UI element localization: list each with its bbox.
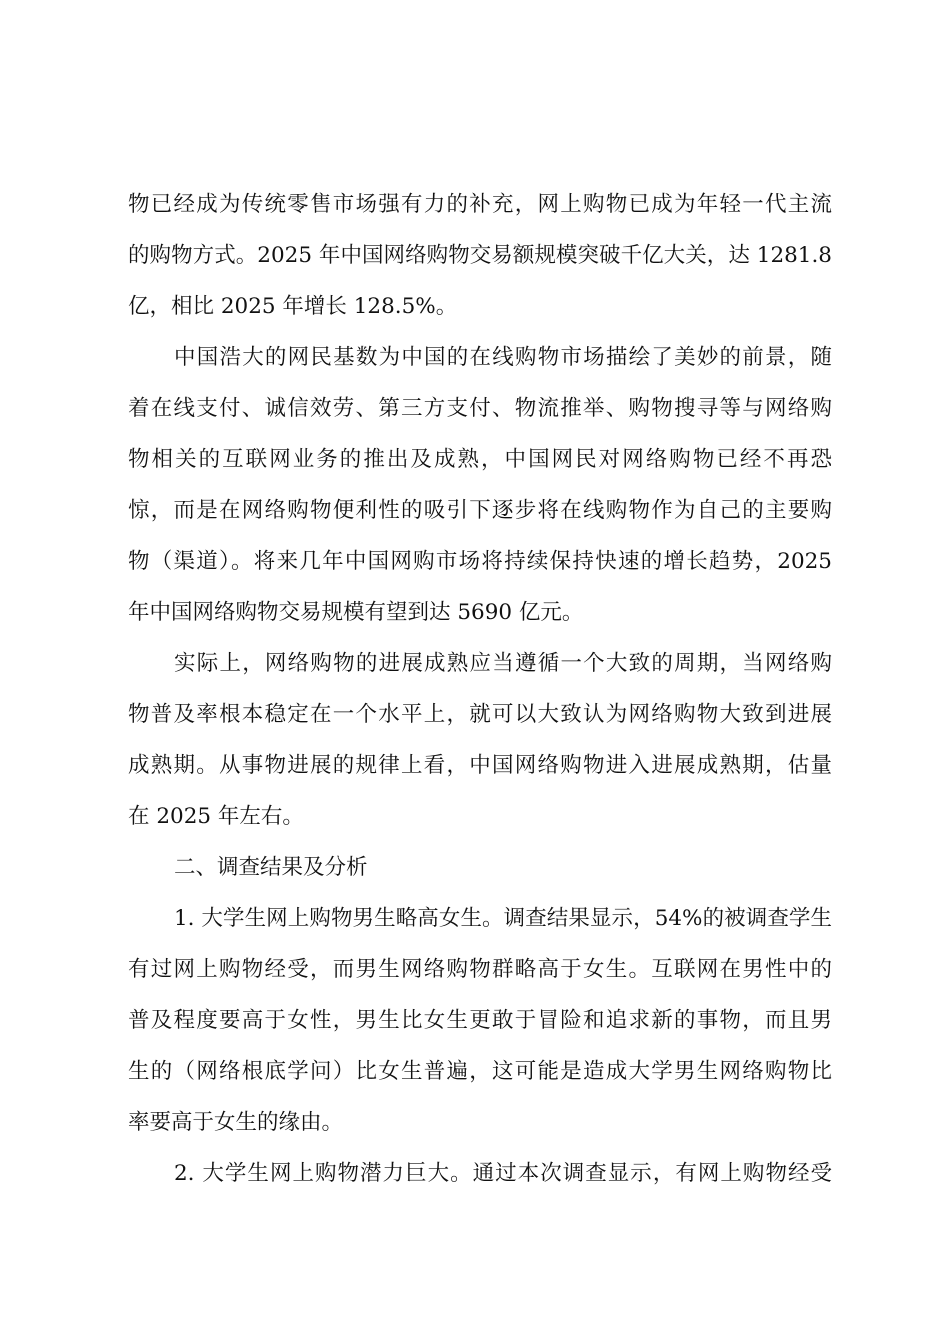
paragraph-line: 普及程度要高于女性，男生比女生更敢于冒险和追求新的事物，而且男 <box>128 1008 832 1033</box>
paragraph-line: 亿，相比 2025 年增长 128.5%。 <box>128 294 458 319</box>
paragraph-line: 的购物方式。2025 年中国网络购物交易额规模突破千亿大关，达 1281.8 <box>128 243 832 268</box>
paragraph-line: 着在线支付、诚信效劳、第三方支付、物流推举、购物搜寻等与网络购 <box>128 396 832 421</box>
paragraph-line: 2. 大学生网上购物潜力巨大。通过本次调查显示，有网上购物经受 <box>174 1161 832 1186</box>
paragraph-line: 物相关的互联网业务的推出及成熟，中国网民对网络购物已经不再恐 <box>128 447 832 472</box>
paragraph-line: 1. 大学生网上购物男生略高女生。调查结果显示，54%的被调查学生 <box>174 906 832 931</box>
paragraph-line: 实际上，网络购物的进展成熟应当遵循一个大致的周期，当网络购 <box>174 651 832 676</box>
paragraph-line: 率要高于女生的缘由。 <box>128 1110 344 1135</box>
paragraph-line: 物（渠道）。将来几年中国网购市场将持续保持快速的增长趋势，2025 <box>128 549 832 574</box>
paragraph-line: 物已经成为传统零售市场强有力的补充，网上购物已成为年轻一代主流 <box>128 192 832 217</box>
paragraph-line: 年中国网络购物交易规模有望到达 5690 亿元。 <box>128 600 584 625</box>
paragraph-line: 生的（网络根底学问）比女生普遍，这可能是造成大学男生网络购物比 <box>128 1059 832 1084</box>
paragraph-line: 惊，而是在网络购物便利性的吸引下逐步将在线购物作为自己的主要购 <box>128 498 832 523</box>
paragraph-line: 物普及率根本稳定在一个水平上，就可以大致认为网络购物大致到进展 <box>128 702 832 727</box>
section-heading: 二、调查结果及分析 <box>174 855 368 880</box>
paragraph-line: 有过网上购物经受，而男生网络购物群略高于女生。互联网在男性中的 <box>128 957 832 982</box>
paragraph-line: 中国浩大的网民基数为中国的在线购物市场描绘了美妙的前景，随 <box>174 345 832 370</box>
paragraph-line: 成熟期。从事物进展的规律上看，中国网络购物进入进展成熟期，估量 <box>128 753 832 778</box>
paragraph-line: 在 2025 年左右。 <box>128 804 304 829</box>
